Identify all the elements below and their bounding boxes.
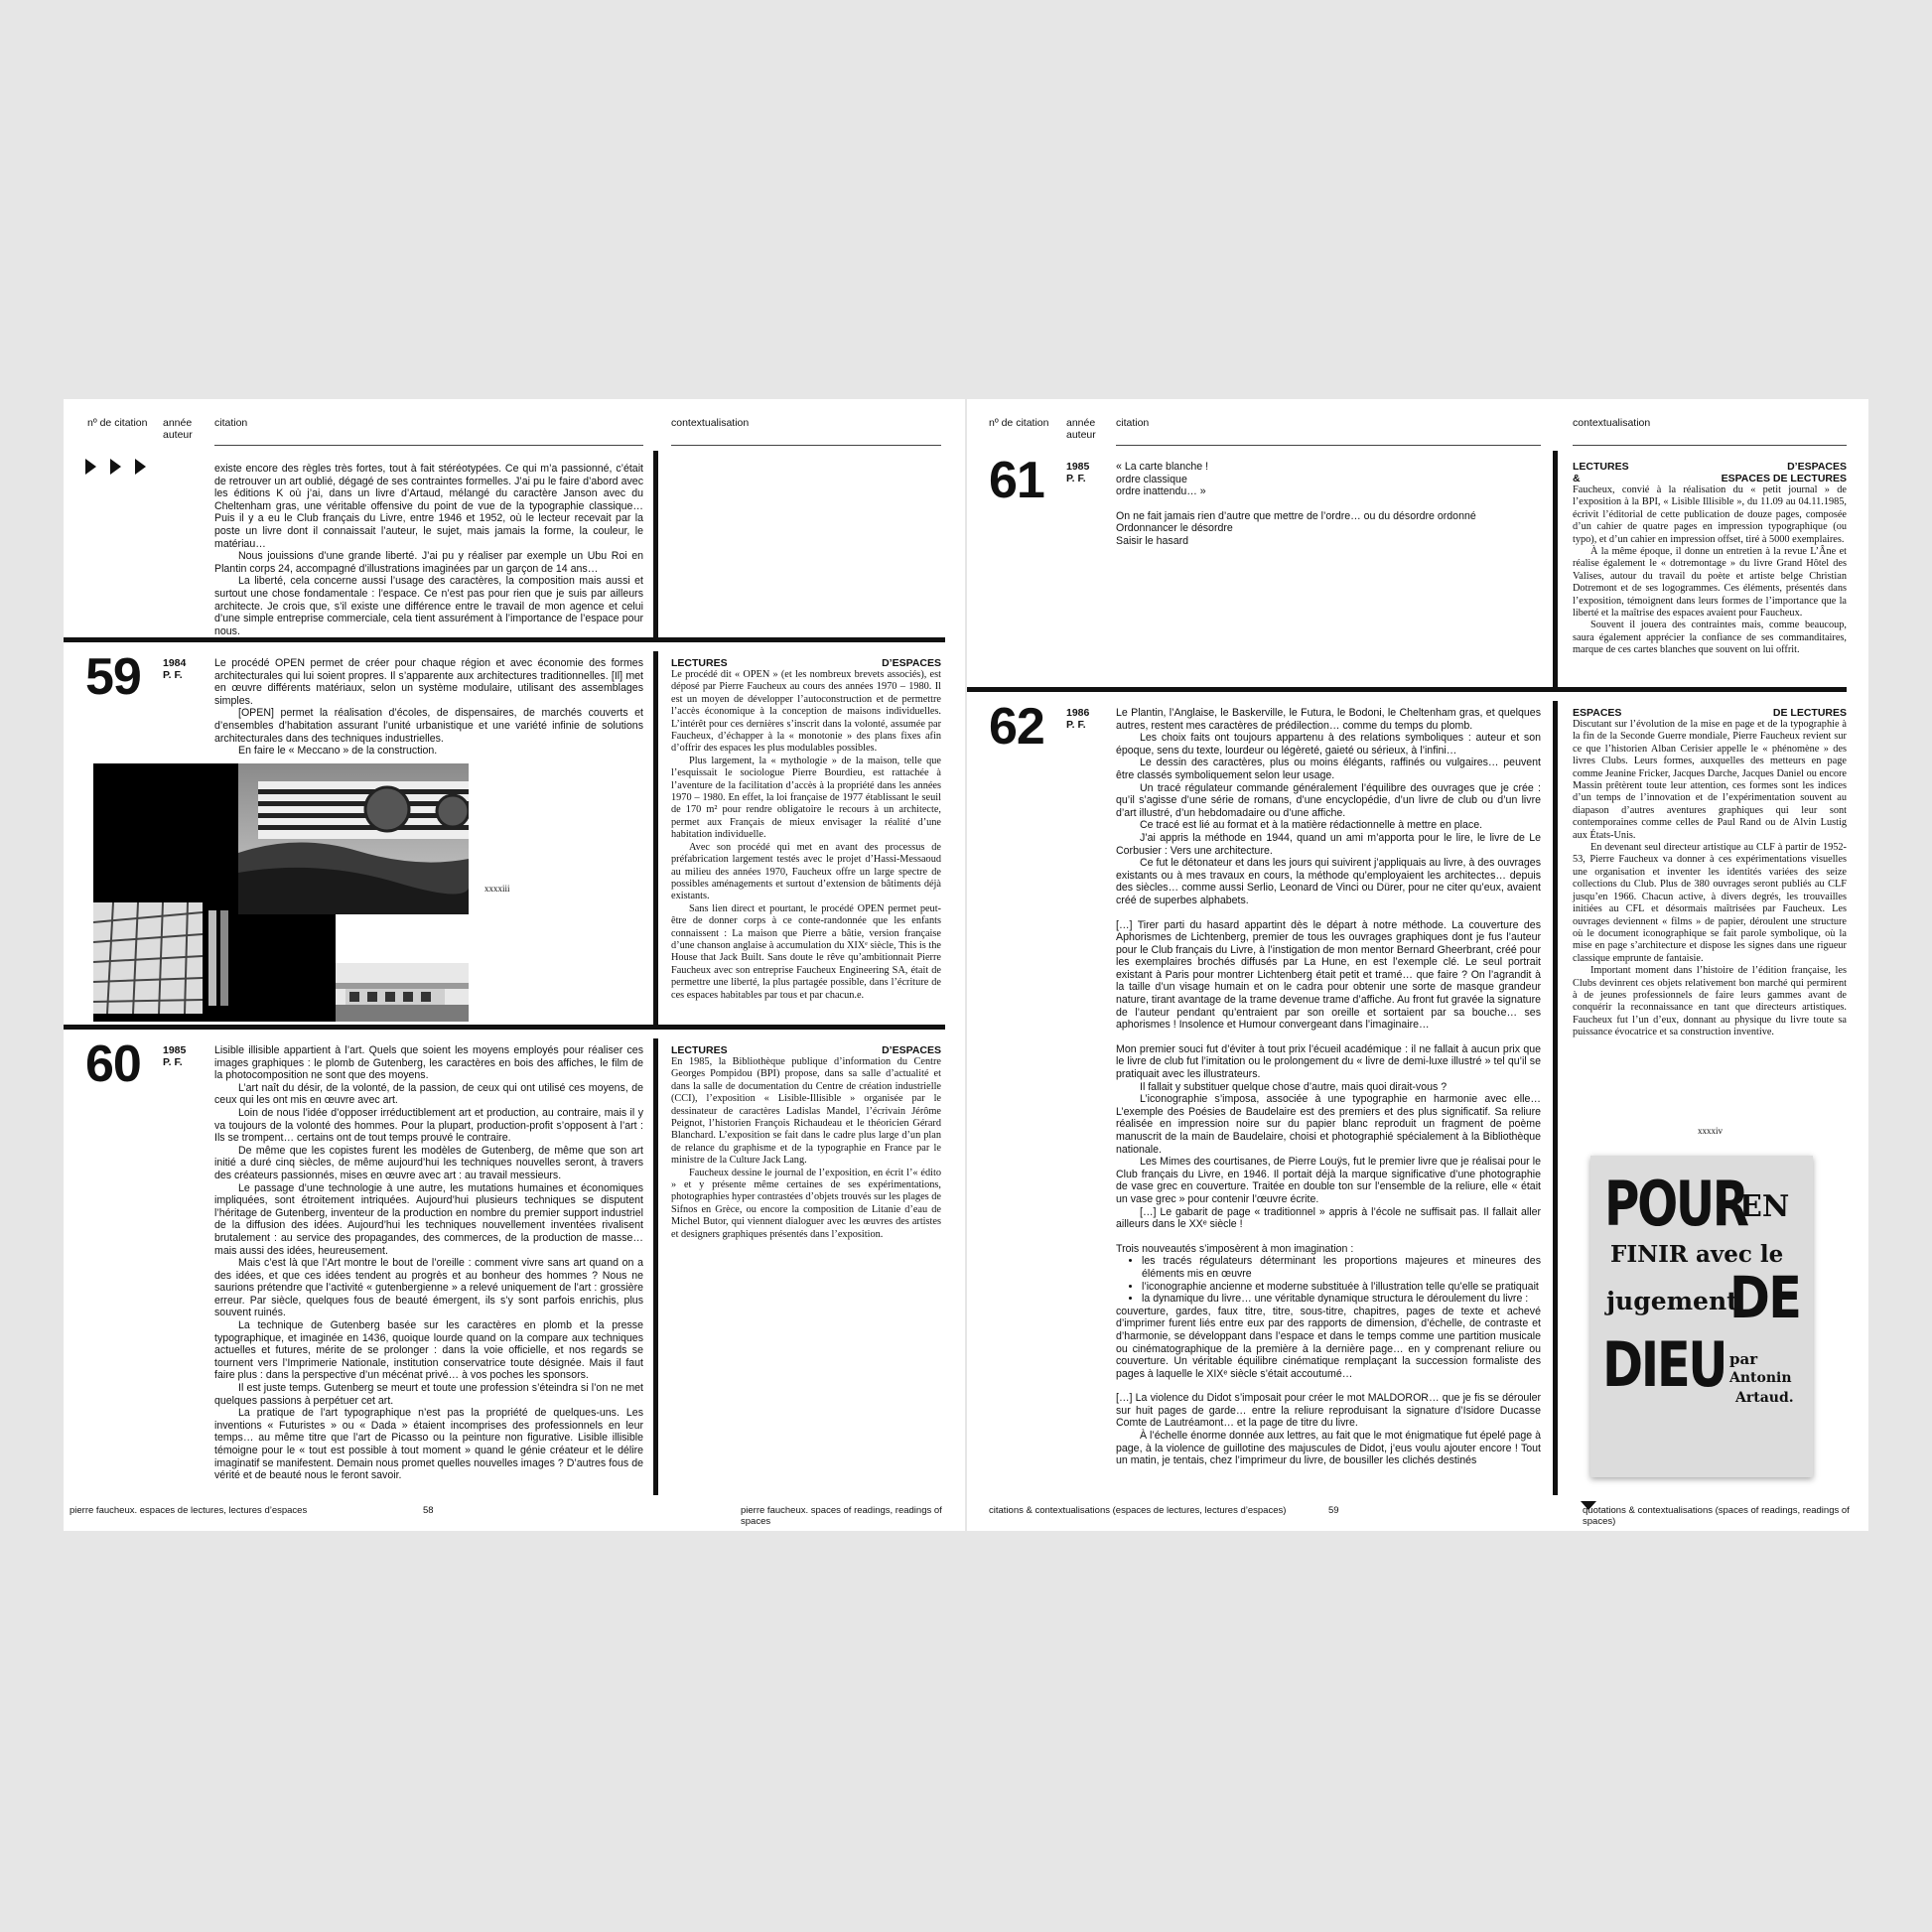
footer-title-en: pierre faucheux. spaces of readings, readings of spaces [741, 1505, 942, 1527]
citation-meta: 1985 P. F. [1066, 461, 1090, 484]
book-author-line: par [1729, 1350, 1758, 1368]
page-number: 59 [1328, 1505, 1339, 1516]
context-heading: LECTURES D’ESPACES [671, 1044, 941, 1056]
book-title-word: DE [1729, 1264, 1801, 1331]
header-contextualisation: contextualisation [671, 417, 750, 429]
right-page [967, 399, 1868, 1531]
section-rule [967, 687, 1847, 692]
contextualisation-text: LECTURES D’ESPACES En 1985, la Bibliothèque publique d’information du Centre Georges Pompidou (BPI) propose, dans sa salle d’actualité et dans la salle de documentation du Centre de création industrielle (CCI), l’exposition « Lisible-Illisible » organisée par le dessinateur de caractères Ladislas Mandel, l’écrivain Jérôme Peignot, l’historien François Richaudeau et le théoricien Gérard Blanchard. L’exposition se fait dans le cadre plus large d’un plan de relance du graphisme et de la typographie en France par le ministre de la Culture Jack Lang. Faucheux dessine le journal de l’exposition, en écrit l’« édito » et y présente même certaines de ses expérimentations, photographies hyper contrastées d’objets trouvés sur les plages de Sifnos en Grèce, ou encore la composition de Litanie d’eau de Michel Butor, qui viennent dialoguer avec les œuvres des artistes et designers graphiques présentés dans l’exposition. [671, 1044, 941, 1240]
contextualisation-text: LECTURES D’ESPACES Le procédé dit « OPEN » (et les nombreux brevets associés), est déposé par Pierre Faucheux au cours des années 1970 – 1980. Il est un moyen de développer l’autoconstruction et de permettre l’accès économique à la conception de maisons individuelles. L’intérêt pour ces dernières s’inscrit dans la volonté, assumée par Faucheux, d’échapper à la « monotonie » des plans fixes afin d’offrir des espaces les plus modulables possibles. Plus largement, la « mythologie » de la maison, telle que l’esquissait le sociologue Pierre Bourdieu, est rattachée à l’aventure de la facilitation d’accès à la propriété dans les années 1970 – 1980. En effet, la loi française de 1977 établissant le seuil de 170 m² pour rendre obligatoire le recours à un architecte, permet aux Français de mieux envisager la réalité d’une habitation individuelle. Avec son procédé qui met en avant des processus de préfabrication largement testés avec le projet d’Hassi-Messaoud au milieu des années 1970, Faucheux offre un large spectre de possibles aménagements et surtout d’extension de bâtiments déjà existants. Sans lien direct et pourtant, le procédé OPEN permet peut-être de donner corps à ce conte-randonnée que les enfants connaissent : La maison que Pierre a bâtie, version française d’une chanson anglaise à accumulation du XIXᵉ siècle, This is the House that Jack Built. Sans doute le rêve qu’ambitionnait Pierre Faucheux avec son entreprise Faucheux Engineering SA, était de permettre une liberté, la plus partagée possible, dans l’écriture de ces espaces habitables par tous et par chacun.e. [671, 657, 941, 1001]
column-rule [1553, 701, 1558, 1495]
context-heading: ESPACES DE LECTURES [1573, 707, 1847, 719]
header-citation: citation [214, 417, 248, 429]
book-title-word: POUR [1604, 1168, 1747, 1240]
citation-text: Le Plantin, l’Anglaise, le Baskerville, le Futura, le Bodoni, le Cheltenham gras, et quelques autres, restent mes caractères de prédilection… comme du temps du plomb. Les choix faits ont toujours appartenu à des relations symboliques : auteur et son époque, sens du texte, lourdeur ou légèreté, gaieté ou sérieux, à l’infini… Le dessin des caractères, plus ou moins élégants, raffinés ou vulgaires… peuvent être classés symboliquement selon leur usage. Un tracé régulateur commande généralement l’équilibre des ouvrages que je crée : qu’il s’agisse d’une série de romans, d’une encyclopédie, d’un livre de club ou d’un livre d’art illustré, d’un hebdomadaire ou d’une affiche. Ce tracé est lié au format et à la matière rédactionnelle à mettre en place. J’ai appris la méthode en 1944, quand un ami m’apporta pour le lire, le livre de Le Corbusier : Vers une architecture. Ce fut le détonateur et dans les jours qui suivirent j’appliquais au livre, à des ouvrages existants ou à mes travaux en cours, la méthode qu’employaient les architectes… depuis des siècles… comme aussi Serlio, Leonard de Vinci ou Dürer, pour ne citer qu’eux, avaient créé de superbes alphabets. […] Tirer parti du hasard appartint dès le départ à notre méthode. La couverture des Aphorismes de Lichtenberg, premier de tous les ouvrages graphiques dont je fus l’auteur pour le Club français du Livre, à l’instigation de mon mentor Bernard Gheerbrant, créé pour les exemplaires brochés diffusés par La Hune, en est l’exemple clé. Le seul portrait existant à Paris pour montrer Lichtenberg était petit et tramé… que faire ? On l’agrandit à la taille d’un visage humain et on le cadra pour obtenir une sorte de masque grandeur nature, tirant avantage de la trame devenue trame d’affiche. Au front fut gravée la signature de l’auteur pendant qu’entraient par son oreille et sortaient par sa bouche… ses aphorismes ! Insolence et Humour convergeant dans l’imaginaire… Mon premier souci fut d’éviter à tout prix l’écueil académique : il ne fallait à aucun prix que le livre de club fut l’imitation ou le prolongement du « livre de demi-luxe illustré » tel qu’il se pratiquait avec les illustrateurs. Il fallait y substituer quelque chose d’autre, mais quoi dirait-vous ? L’iconographie s’imposa, associée à une typographie en harmonie avec elle… L’exemple des Poésies de Baudelaire est des premiers et des plus significatif. Sa reliure réalisée en impression noire sur du papier blanc reproduit un fragment de poème manuscrit de la main de Baudelaire, choisi et photographié spécialement à la Bibliothèque nationale. Les Mimes des courtisanes, de Pierre Louÿs, fut le premier livre que je réalisai pour le Club français du Livre, en 1946. Il portait déjà la marque significative d’une photographie de vase grec en couverture. Traitée en double ton sur l’ensemble de la reliure, elle « était un vase grec » pour contenir l’œuvre écrite. […] Le gabarit de page « traditionnel » appris à l’école ne suffisait pas. Il fallait aller ailleurs dans le XXᵉ siècle ! Trois nouveautés s’imposèrent à mon imagination : • les tracés régulateurs déterminant les proportions majeures et mineures des éléments mis en œuvre • l’iconographie ancienne et moderne substituée à l’illustration telle qu’elle se pratiquait • la dynamique du livre… une véritable dynamique structura le déroulement du livre : couverture, gardes, faux titre, titre, sous-titre, chapitres, pages de texte et achevé d’imprimer furent liés entre eux par des rapports de dimension, d’échelle, de contraste et d’harmonie, se développant dans l’espace et dans le temps comme une partition musicale ou cinématographique de la première à la dernière page… en y comprenant reliure ou couverture. Un véritable équilibre cinématique remplaçant la succession formaliste des pages à laquelle le XIXᵉ siècle s’était accoutumé… […] La violence du Didot s’imposait pour créer le mot MALDOROR… que je fis se dérouler sur huit pages de garde… entre la reliure reproduisant la signature d’Isidore Ducasse Comte de Lautréamont… et la page de titre du livre. À l’échelle énorme donnée aux lettres, au fait que le mot énigmatique fut épelé page à page, à la violence de guillotine des majuscules de Didot, j’eus voulu ajouter encore ! Tout un matin, je tentais, chez l’imprimeur du livre, de bousiller les clichés destinés [1116, 707, 1541, 1467]
context-heading: & ESPACES DE LECTURES [1573, 473, 1847, 484]
black-block [93, 763, 238, 893]
page-number: 58 [423, 1505, 434, 1516]
contextualisation-text: LECTURES D’ESPACES & ESPACES DE LECTURES Faucheux, convié à la réalisation du « petit journal » de l’exposition à la BPI, « Lisible Illisible », du 11.09 au 04.11.1985, écrivit l’éditorial de cette publication de douze pages, composée d’un cahier de quatre pages en impression typographique (ou typo), et d’un cahier en impression offset, tiré à 5000 exemplaires. À la même époque, il donne un entretien à la revue L’Âne et réalise également le « dotremontage » du livre Grand Hôtel des Valises, autour du travail du poète et artiste belge Christian Dotremont et de ses logogrammes. Ces éléments, présentés dans l’exposition, témoignent dans leurs formes de l’importance que la liberté et la maîtrise des espaces avaient pour Faucheux. Souvent il jouera des contraintes mais, comme beaucoup, saura également apprécier la confiance de ses commanditaires, marque de ces cartes blanches que souvent on lui offrit. [1573, 461, 1847, 656]
citation-intro: existe encore des règles très fortes, tout à fait stéréotypées. Ce qui m’a passionné, c’était de retrouver un art oublié, dégagé de ses contraintes formelles. J’ai pu le faire d’abord avec les éditions K où j’ai, dans un livre d’Artaud, mélangé du caractère Janson avec du Cheltenham gras, une véritable offensive du point de vue de la typographie classique… Puis il y a eu le Club français du Livre, entre 1946 et 1952, où le lecteur recevait par la poste un livre dont il connaissait l’auteur, le sujet, mais jamais la forme, la couleur, le matériau… Nous jouissions d’une grande liberté. J’ai pu y réaliser par exemple un Ubu Roi en Plantin corps 24, accompagné d’illustrations imaginées par un garçon de 14 ans… La liberté, cela concerne aussi l’usage des caractères, la composition mais aussi et surtout une chose fondamentale : l’espace. Ce n’est pas pour rien que je suis par ailleurs architecte. Je crois que, s’il existe une différence entre le travail de mon agence et celui d’une simple entreprise commerciale, cela tient assurément à l’importance de l’espace pour nous. [214, 463, 643, 637]
section-rule [64, 637, 945, 642]
citation-meta: 1985 P. F. [163, 1044, 187, 1068]
facade-photo-frame [93, 893, 238, 1022]
book-title-word: EN [1739, 1189, 1790, 1224]
section-rule [64, 1025, 945, 1030]
header-rule [214, 445, 643, 446]
book-title-word: DIEU [1602, 1328, 1726, 1401]
header-citation-no: nº de citation [989, 417, 1049, 429]
citation-meta: 1986 P. F. [1066, 707, 1090, 731]
header-rule [671, 445, 941, 446]
citation-number: 59 [85, 648, 141, 706]
citation-number: 60 [85, 1035, 141, 1093]
footer-title: citations & contextualisations (espaces de lectures, lectures d’espaces) [989, 1505, 1287, 1516]
left-page [64, 399, 965, 1531]
citation-text: « La carte blanche ! ordre classique ordre inattendu… » On ne fait jamais rien d’autre que mettre de l’ordre… ou du désordre ordonné Ordonnancer le désordre Saisir le hasard [1116, 461, 1476, 547]
header-year-author: année auteur [163, 417, 193, 441]
header-contextualisation: contextualisation [1573, 417, 1651, 429]
citation-text: Le procédé OPEN permet de créer pour chaque région et avec économie des formes architecturales qui lui soient propres. Il s’apparente aux architectures traditionnelles. [Il] met en œuvre différents matériaux, selon un système modulaire, utilisant des assemblages simples. [OPEN] permet la réalisation d’écoles, de dispensaires, de marchés couverts et d’ensembles d’habitation assurant l’unité urbanistique et une variété infinie de solutions architecturales dans des techniques industrielles. En faire le « Meccano » de la construction. [214, 657, 643, 758]
column-rule [1553, 451, 1558, 689]
black-block [238, 914, 336, 1022]
citation-text: Lisible illisible appartient à l’art. Quels que soient les moyens employés pour réaliser ces images graphiques : le plomb de Gutenberg, les caractères en bois des affiches, le film de la photocomposition ne sont que des moyens. L’art naît du désir, de la volonté, de la passion, de ceux qui ont utilisé ces moyens, de ceux qui les ont mis en œuvre avec art. Loin de nous l’idée d’opposer irréductiblement art et production, au contraire, mais il y va toujours de la volonté des hommes. Pour la plupart, production-profit s’opposent à l’art : Ils se trompent… certains ont de tout temps prouvé le contraire. De même que les copistes furent les modèles de Gutenberg, de même que son art initié a duré cinq siècles, de même aujourd’hui les techniques nouvelles seront, à travers des créateurs passionnés, mises en œuvre avec art : au travail messieurs. Le passage d’une technologie à une autre, les mutations humaines et économiques impliquées, sont étroitement intriquées. Aujourd’hui plusieurs techniques se disputent l’héritage de Gutenberg, inventeur de la production en nombre du premier support industriel de la diffusion des idées. Aujourd’hui les techniques nouvellement inventées rivalisent brutalement : au service des propagandes, des commerces, de la production de masse… mais aussi des idées, heureusement. Mais c’est là que l’Art montre le bout de l’oreille : comment vivre sans art quand on a des idées, et que ces idées tendent au progrès et au bonheur des hommes ? Nous ne saurions prétendre que l’activité « gutenbergienne » a relevé uniquement de l’art : grossière erreur. Par siècle, quelques fous de beauté émergent, ils s’y sont parfois enrichis, plus souvent ruinés. La technique de Gutenberg basée sur les caractères en plomb et la presse typographique, et imaginée en 1436, quoique lourde quand on la compare aux techniques actuelles et futures, mérite de se prolonger : dans la voie officielle, et nos regards se tournent vers l’Imprimerie Nationale, institution conservatrice toute désignée. Mais il faut faire plus : dans la perspective d’un mécénat privé… à vos poches les sponsors. Il est juste temps. Gutenberg se meurt et toute une profession s’éteindra si l’on ne met quelques passions à perpétuer cet art. La pratique de l’art typographique n’est pas la propriété de quelques-uns. Les inventions « Futuristes » ou « Dada » étaient incomprises des professionnels en leur temps… au même titre que l’art de Picasso ou la peinture non figurative. Lisible illisible témoigne pour le « tout est possible à tout moment » quand le génie créateur et le délire imaginatif se manifestent. Demain nous promet quelles nouvelles images ? D’autres fous de vérité et de beauté nous le feront savoir. [214, 1044, 643, 1482]
header-rule [1116, 445, 1541, 446]
triangle-right-icon [135, 459, 146, 475]
header-rule [1573, 445, 1847, 446]
book-title-word: FINIR avec le [1610, 1241, 1784, 1268]
citation-meta: 1984 P. F. [163, 657, 187, 681]
column-rule [653, 1038, 658, 1495]
book-title-word: jugement [1606, 1287, 1738, 1315]
landscape-photo [336, 963, 469, 1022]
footer-title-en: quotations & contextualisations (spaces of readings, readings of spaces) [1583, 1505, 1850, 1527]
header-citation: citation [1116, 417, 1150, 429]
triangle-right-icon [85, 459, 96, 475]
context-heading: LECTURES D’ESPACES [1573, 461, 1847, 473]
citation-number: 61 [989, 452, 1044, 509]
header-citation-no: nº de citation [87, 417, 148, 429]
column-rule [653, 451, 658, 637]
list-item: • la dynamique du livre… une véritable dynamique structura le déroulement du livre : [1142, 1293, 1541, 1306]
triangle-right-icon [110, 459, 121, 475]
figure-reference: xxxxiii [484, 884, 510, 894]
building-photo [238, 763, 469, 914]
context-heading: LECTURES D’ESPACES [671, 657, 941, 669]
list-item: • l’iconographie ancienne et moderne substituée à l’illustration telle qu’elle se pratiquait [1142, 1281, 1541, 1294]
column-rule [653, 651, 658, 1027]
book-author-line: Artaud. [1735, 1390, 1794, 1406]
book-author-line: Antonin [1729, 1370, 1792, 1386]
header-year-author: année auteur [1066, 417, 1096, 441]
citation-number: 62 [989, 698, 1044, 756]
bullet-list [1116, 1255, 1541, 1305]
figure-reference: xxxxiv [1698, 1126, 1724, 1136]
book-cover-image [1590, 1156, 1813, 1477]
contextualisation-text: ESPACES DE LECTURES Discutant sur l’évolution de la mise en page et de la typographie à la fin de la Seconde Guerre mondiale, Pierre Faucheux revient sur ce que l’historien Alban Cerisier appelle le « phénomène » des livres Clubs. Leurs formes, auxquelles des metteurs en page comme Jeanine Fricker, Jacques Darche, Jacques Daniel ou encore Massin prêtèrent toute leur attention, ces formes sont les indices d’un temps de l’innovation et de l’expérimentation souvent au diapason d’autres aventures graphiques qui leur sont contemporaines comme celles de Paul Rand ou de Alvin Lustig aux États-Unis. En devenant seul directeur artistique au CLF à partir de 1952-53, Pierre Faucheux va donner à ces expérimentations visuelles une organisation et inventer les identités variées des seize collections du Club. Plus de 380 ouvrages seront publiés au CLF jusqu’en 1966. Chacun active, à divers degrés, les trouvailles initiées au CFL et désormais maîtrisées par Faucheux. Les ouvrages deviennent « films » de papier, déroulent une structure où le document iconographique se fait parole symbolique, où la mise en page s’architecture et dispose les signes dans une rigueur classique emprunte de fantaisie. Important moment dans l’histoire de l’édition française, les Clubs devinrent ces objets relativement bon marché qui permirent à de jeunes professionnels de faire leurs gammes avant de conquérir la reconnaissance en tant que directeurs artistiques. Faucheux fut l’un d’eux, donnant au physique du livre toute sa puissance évocatrice et sa construction inventive. [1573, 707, 1847, 1038]
footer-title: pierre faucheux. espaces de lectures, lectures d’espaces [69, 1505, 308, 1516]
continuation-arrows [85, 459, 160, 480]
list-item: • les tracés régulateurs déterminant les proportions majeures et mineures des éléments mis en œuvre [1142, 1255, 1541, 1280]
